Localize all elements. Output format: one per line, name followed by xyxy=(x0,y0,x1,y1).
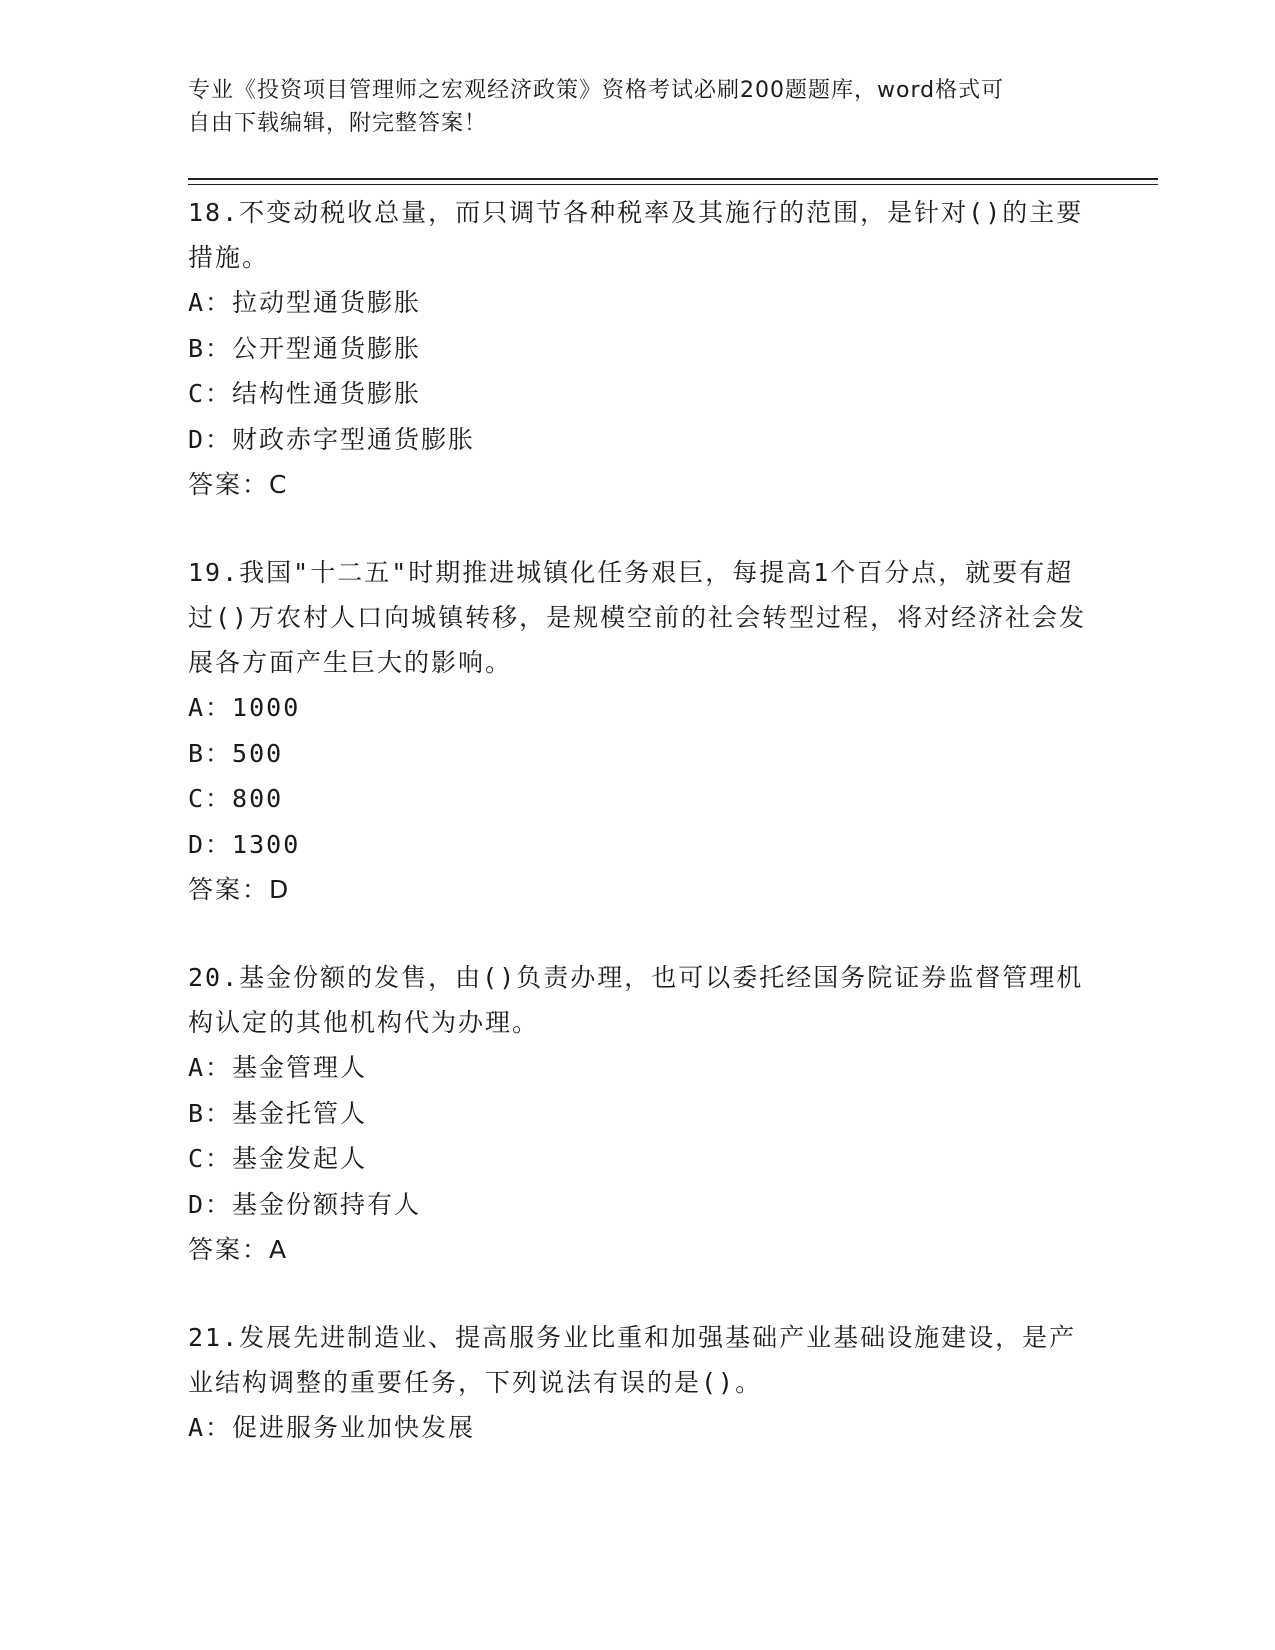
question-stem: 19.我国"十二五"时期推进城镇化任务艰巨，每提高1个百分点，就要有超过()万农村人口向城镇转移，是规模空前的社会转型过程，将对经济社会发展各方面产生巨大的影响。 xyxy=(188,558,1087,677)
document-header xyxy=(188,74,1068,140)
option-b: B：基金托管人 xyxy=(188,1098,368,1128)
option-a: A：基金管理人 xyxy=(188,1053,368,1082)
option-b: B：500 xyxy=(188,738,284,768)
option-d: D：1300 xyxy=(188,829,301,859)
answer: 答案：D xyxy=(188,875,291,904)
option-a: A：1000 xyxy=(188,693,301,722)
option-c: C：结构性通货膨胀 xyxy=(188,379,422,408)
option-d: D：财政赤字型通货膨胀 xyxy=(188,424,476,454)
question-20 xyxy=(188,955,1088,1273)
question-stem: 18.不变动税收总量，而只调节各种税率及其施行的范围，是针对()的主要措施。 xyxy=(188,198,1084,272)
question-stem: 20.基金份额的发售，由()负责办理，也可以委托经国务院证券监督管理机构认定的其他机构代为办理。 xyxy=(188,963,1084,1037)
answer: 答案：C xyxy=(188,470,289,499)
question-18 xyxy=(188,190,1088,508)
option-d: D：基金份额持有人 xyxy=(188,1189,422,1219)
header-rule-thick xyxy=(188,178,1158,180)
option-a: A：拉动型通货膨胀 xyxy=(188,288,422,317)
question-stem: 21.发展先进制造业、提高服务业比重和加强基础产业基础设施建设，是产业结构调整的重要任务，下列说法有误的是()。 xyxy=(188,1323,1077,1397)
option-a: A：促进服务业加快发展 xyxy=(188,1413,476,1442)
option-c: C：800 xyxy=(188,784,284,813)
header-rule-thin xyxy=(188,184,1158,185)
header-line-1: 专业《投资项目管理师之宏观经济政策》资格考试必刷200题题库，word格式可 xyxy=(188,78,1005,103)
question-list xyxy=(188,190,1088,1493)
question-19 xyxy=(188,550,1088,913)
question-21 xyxy=(188,1315,1088,1451)
option-b: B：公开型通货膨胀 xyxy=(188,333,422,363)
header-line-2: 自由下载编辑，附完整答案！ xyxy=(188,111,488,136)
option-c: C：基金发起人 xyxy=(188,1144,368,1173)
answer: 答案：A xyxy=(188,1235,289,1264)
